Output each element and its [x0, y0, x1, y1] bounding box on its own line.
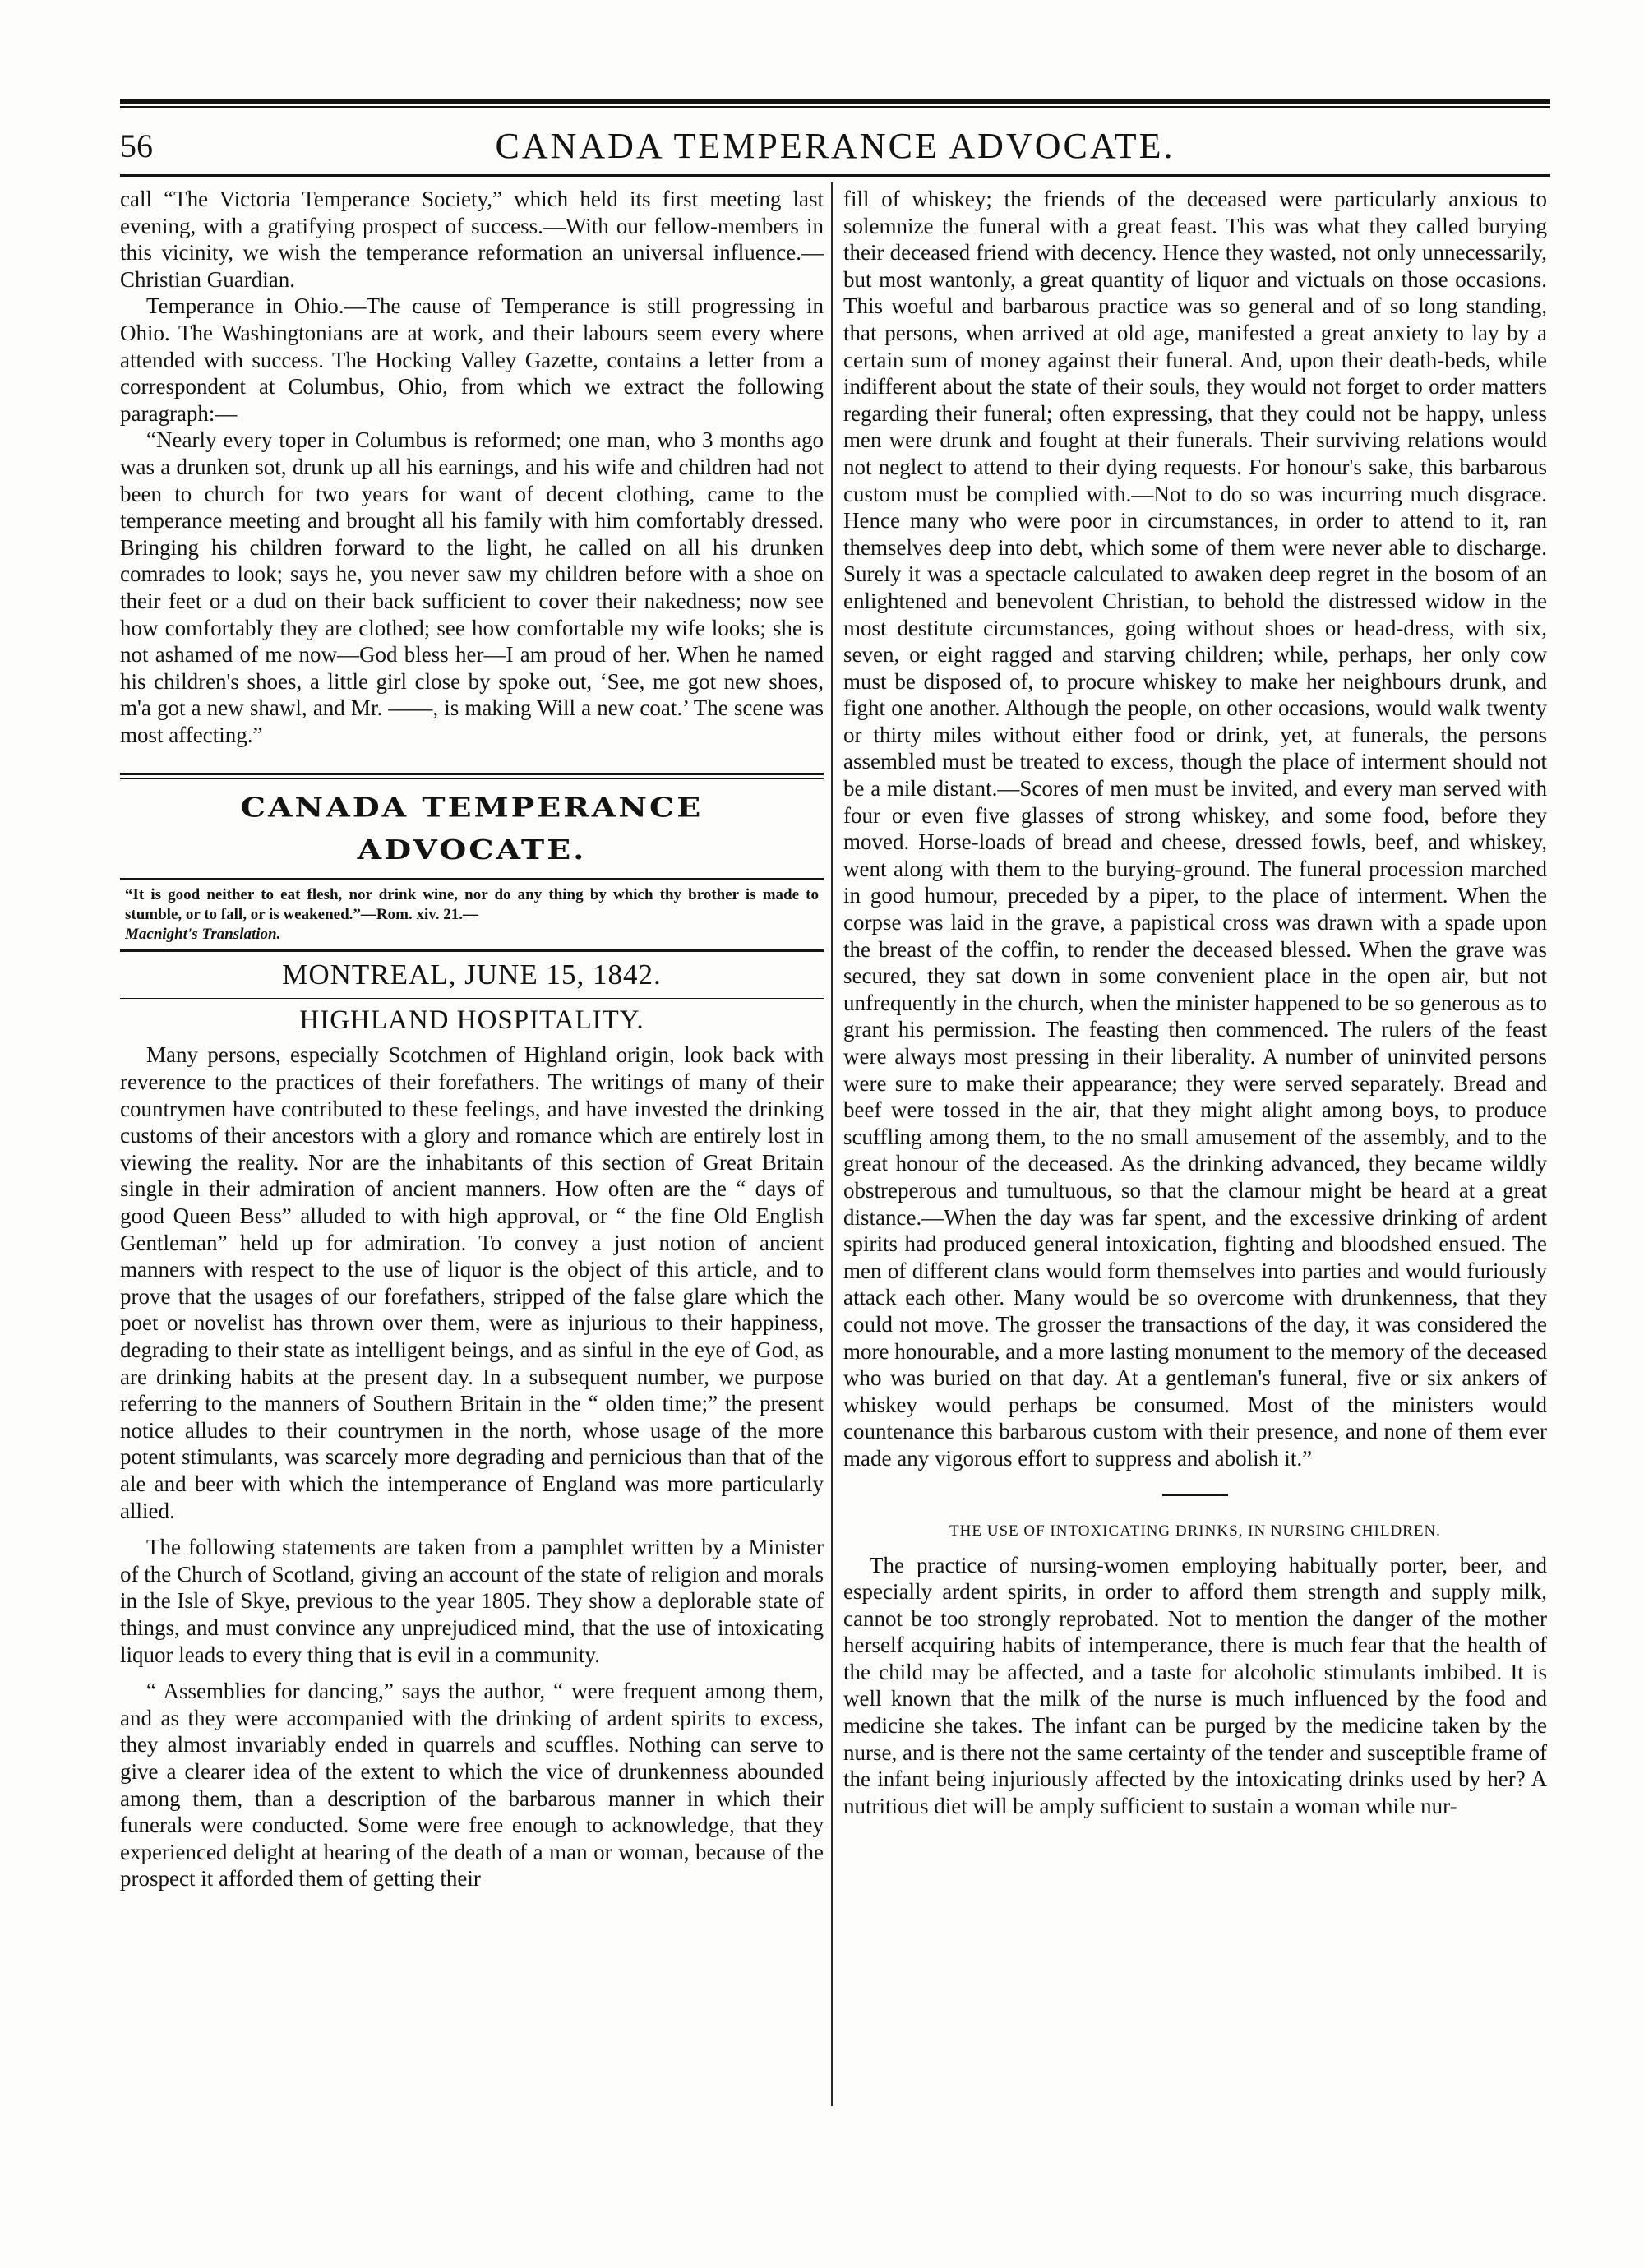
masthead-rule-top [120, 773, 824, 775]
masthead-title: CANADA TEMPERANCE ADVOCATE. [240, 791, 704, 866]
temperance-in-ohio-paragraph: Temperance in Ohio.—The cause of Temperance is still progressing in Ohio. The Washingtonians are at work, and their labours seem every where attended with success. The Hocking Valley Gazette, contains a letter from a correspondent at Columbus, Ohio, from which we extract the following paragraph:— [120, 293, 824, 426]
funeral-continuation-paragraph: fill of whiskey; the friends of the deceased were particularly anxious to solemnize the funeral with a great feast. This was what they called burying their deceased friend with decency. Hence they wasted, not only unnecessarily, but most wantonly, a great quantity of liquor and victuals on those occasions. This woeful and barbarous practice was so general and of so long standing, that persons, when arrived at old age, manifested a great anxiety to lay by a certain sum of money against their funeral. And, upon their death-beds, while indifferent about the state of their souls, they would not forget to order matters regarding their funeral; often expressing, that they could not be happy, unless men were drunk and fought at their funerals. Their surviving relations would not neglect to attend to their dying requests. For honour's sake, this barbarous custom must be complied with.—Not to do so was incurring much disgrace. Hence many who were poor in circumstances, in order to attend to it, ran themselves deep into debt, which some of them were never able to discharge. Surely it was a spectacle calculated to awaken deep regret in the bosom of an enlightened and benevolent Christian, to behold the distressed widow in the most destitute circumstances, going without shoes or head-dress, with six, seven, or eight ragged and starving children; while, perhaps, her only cow must be disposed of, to procure whiskey to make her neighbours drunk, and fight one another. Although the people, on other occasions, would walk twenty or thirty miles without either food or drink, yet, at funerals, the persons assembled must be treated to excess, though the place of interment should not be a mile distant.—Scores of men must be invited, and every man served with four or even five glasses of strong whiskey, and some food, before they moved. Horse-loads of bread and cheese, dressed fowls, beef, and whiskey, went along with them to the burying-ground. The funeral procession marched in good humour, preceded by a piper, to the place of interment. When the corpse was laid in the grave, a papistical cross was drawn with a spade upon the breast of the coffin, to render the deceased blessed. When the grave was secured, they sat down in some convenient place in the open air, but not unfrequently in the church, when the minister happened to be so generous as to grant his permission. The feasting then commenced. The rulers of the feast were always most pressing in their liberality. A number of uninvited persons were sure to make their appearance; they were served separately. Bread and beef were tossed in the air, that they might alight among boys, to produce scuffling among them, to the no small amusement of the assembly, and to the great honour of the deceased. As the drinking advanced, they became wildly obstreperous and tumultuous, so that the clamour might be heard at a great distance.—When the day was far spent, and the excessive drinking of ardent spirits had produced general intoxication, fighting and bloodshed ensued. The men of different clans would form themselves into parties and would furiously attack each other. Many would be so overcome with drunkenness, that they could not move. The grosser the transactions of the day, it was considered the more honourable, and a more lasting monument to the memory of the deceased who was buried on that day. At a gentleman's funeral, five or six ankers of whiskey would perhaps be consumed. Most of the ministers would countenance this barbarous custom with their presence, and none of them ever made any vigorous effort to suppress and abolish it.” [843, 187, 1547, 1471]
right-column [843, 186, 1547, 1819]
masthead-motto: “It is good neither to eat flesh, nor drink wine, nor do any thing by which thy brother is made to stumble, or to fall, or is weakened.”—Rom. xiv. 21.— [125, 886, 819, 924]
header-top-rule [120, 99, 1550, 104]
section-separator [1162, 1494, 1228, 1496]
section-title: THE USE OF INTOXICATING DRINKS, IN NURSING CHILDREN. [949, 1522, 1441, 1540]
masthead-rule-top-thin [120, 778, 824, 779]
page-number: 56 [120, 127, 153, 164]
header-top-rule-thin [120, 106, 1550, 108]
running-title: CANADA TEMPERANCE ADVOCATE. [495, 126, 1175, 166]
article-paragraph-3: “ Assemblies for dancing,” says the author, “ were frequent among them, and as they were accompanied with the drinking of ardent spirits to excess, they almost invariably ended in quarrels and scuffles. Nothing can serve to give a clearer idea of the extent to which the vice of drunkenness abounded among them, than a description of the barbarous manner in which their funerals were conducted. Some were free enough to acknowledge, that they experienced delight at hearing of the death of a man or woman, because of the prospect it afforded them of getting their [120, 1679, 824, 1892]
dateline: MONTREAL, JUNE 15, 1842. [282, 958, 662, 991]
columbus-quote-paragraph: “Nearly every toper in Columbus is reformed; one man, who 3 months ago was a drunken sot, drunk up all his earnings, and his wife and children had not been to church for two years for want of decent clothing, came to the temperance meeting and brought all his family with him comfortably dressed. Bringing his children forward to the light, he called on all his drunken comrades to look; says he, you never saw my children before with a shoe on their feet or a dud on their back sufficient to cover their nakedness; now see how comfortably they are clothed; see how comfortable my wife looks; she is not ashamed of me now—God bless her—I am proud of her. When he named his children's shoes, a little girl close by spoke out, ‘See, me got new shoes, m'a got a new shawl, and Mr. ——, is making Will a new coat.’ The scene was most affecting.” [120, 427, 824, 747]
motto-source: Macnight's Translation. [125, 926, 281, 944]
left-column [120, 186, 824, 1892]
article-paragraph-2: The following statements are taken from a pamphlet written by a Minister of the Church of Scotland, giving an account of the state of religion and morals in the Isle of Skye, previous to the year 1805. They show a deplorable state of things, and must convince any unprejudiced mind, that the use of intoxicating liquor leads to every thing that is evil in a community. [120, 1535, 824, 1667]
running-header [120, 123, 1550, 169]
article-title: HIGHLAND HOSPITALITY. [299, 1005, 644, 1036]
nursing-paragraph: The practice of nursing-women employing habitually porter, beer, and especially ardent spirits, in order to afford them strength and supply milk, cannot be too strongly reprobated. Not to mention the danger of the mother herself acquiring habits of intemperance, there is much fear that the health of the child may be affected, and a taste for alcoholic stimulants imbibed. It is well known that the milk of the nurse is much influenced by the food and medicine she takes. The infant can be purged by the medicine taken by the nurse, and is there not the same certainty of the tender and susceptible frame of the infant being injuriously affected by the intoxicating drinks used by her? A nutritious diet will be amply sufficient to sustain a woman while nur- [843, 1552, 1547, 1818]
article-paragraph-1: Many persons, especially Scotchmen of Highland origin, look back with reverence to the practices of their forefathers. The writings of many of their countrymen have contributed to these feelings, and have invested the drinking customs of their ancestors with a glory and romance which are entirely lost in viewing the reality. Nor are the inhabitants of this section of Great Britain single in their admiration of ancient manners. How often are the “ days of good Queen Bess” alluded to with high approval, or “ the fine Old English Gentleman” held up for admiration. To convey a just notion of ancient manners with respect to the use of liquor is the object of this article, and to prove that the usages of our forefathers, stripped of the false glare which the poet or novelist has thrown over them, were as injurious to their happiness, degrading to their state as intelligent beings, and as sinful in the eye of God, as are drinking habits at the present day. In a subsequent number, we purpose referring to the manners of Southern Britain in the “ olden time;” the present notice alludes to their countrymen in the north, whose usage of the more potent stimulants, was scarcely more degrading and pernicious than that of the ale and beer with which the intemperance of England was more particularly allied. [120, 1042, 824, 1523]
header-bottom-rule [120, 174, 1550, 177]
column-divider [831, 182, 833, 2106]
victoria-society-paragraph: call “The Victoria Temperance Society,” which held its first meeting last evening, with a gratifying prospect of success.—With our fellow-members in this vicinity, we wish the temperance reformation an universal influence.—Christian Guardian. [120, 187, 824, 292]
